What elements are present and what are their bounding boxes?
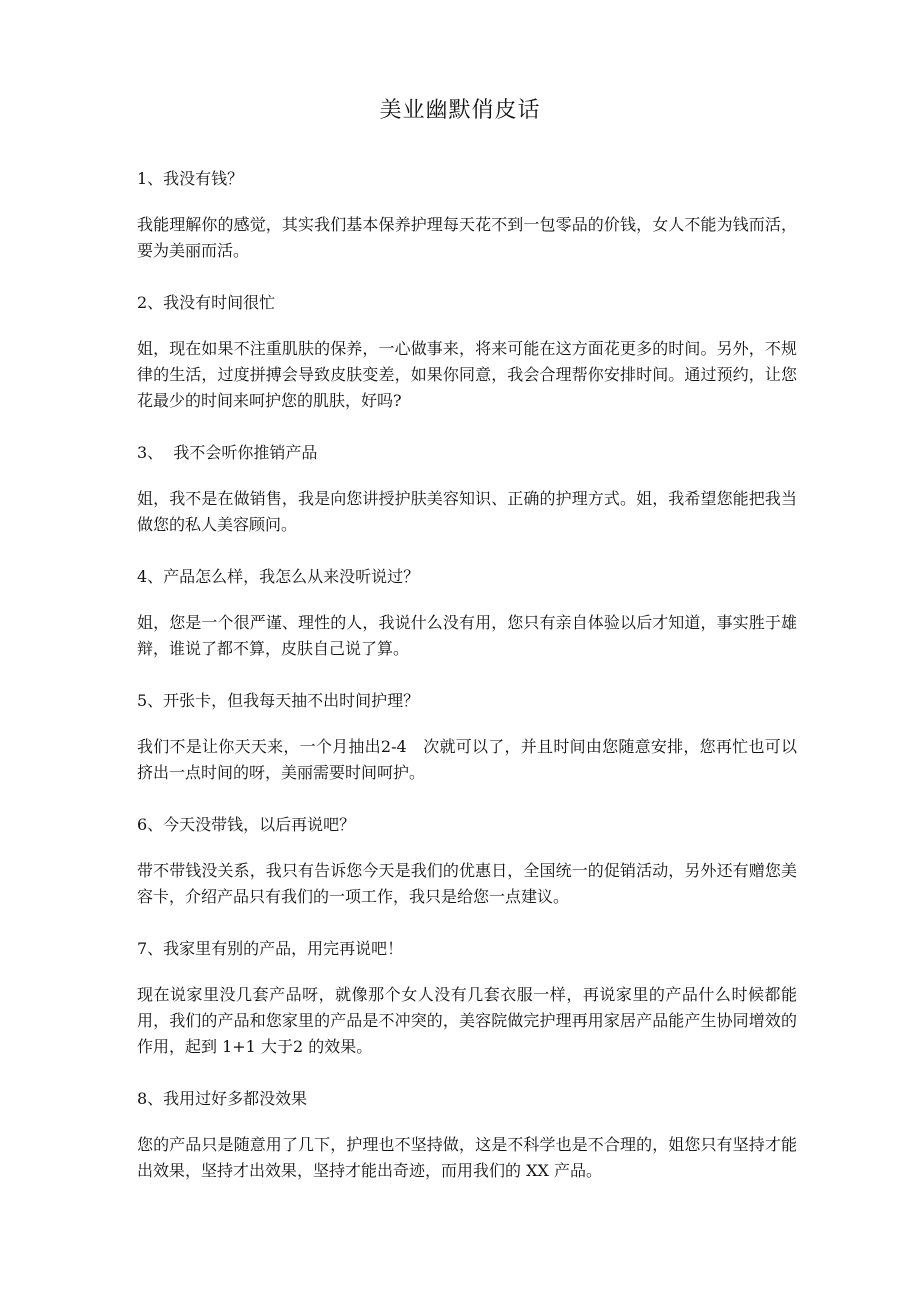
question-text: 5、开张卡，但我每天抽不出时间护理？ xyxy=(137,691,420,710)
answer-text: 我们不是让你天天来，一个月抽出2-4 次就可以了，并且时间由您随意安排，您再忙也可以挤出一点时间的呀，美丽需要时间呵护。 xyxy=(137,737,797,782)
question-text: 6、今天没带钱，以后再说吧？ xyxy=(137,815,356,834)
answer-text: 您的产品只是随意用了几下，护理也不坚持做，这是不科学也是不合理的，姐您只有坚持才能出效果，坚持才出效果，坚持才能出奇迹，而用我们的 XX 产品。 xyxy=(137,1135,797,1180)
qa-item-3 xyxy=(137,440,797,538)
answer-text: 姐，我不是在做销售，我是向您讲授护肤美容知识、正确的护理方式。姐，我希望您能把我当做您的私人美容顾问。 xyxy=(137,489,797,534)
answer-text: 带不带钱没关系，我只有告诉您今天是我们的优惠日，全国统一的促销活动，另外还有赠您美容卡，介绍产品只有我们的一项工作，我只是给您一点建议。 xyxy=(137,861,797,906)
qa-item-6 xyxy=(137,812,797,910)
qa-item-1 xyxy=(137,166,797,264)
answer-text: 姐，现在如果不注重肌肤的保养，一心做事来，将来可能在这方面花更多的时间。另外，不规律的生活，过度拼搏会导致皮肤变差，如果你同意，我会合理帮你安排时间。通过预约，让您花最少的时间来呵护您的肌肤，好吗? xyxy=(137,339,797,410)
qa-item-2 xyxy=(137,290,797,414)
answer-text: 现在说家里没几套产品呀，就像那个女人没有几套衣服一样，再说家里的产品什么时候都能用，我们的产品和您家里的产品是不冲突的，美容院做完护理再用家居产品能产生协同增效的作用，起到 1+1 大于2 的效果。 xyxy=(137,985,797,1056)
question-text: 4、产品怎么样，我怎么从来没听说过？ xyxy=(137,567,420,586)
question-text: 8、我用过好多都没效果 xyxy=(137,1089,308,1108)
question-text: 7、我家里有别的产品，用完再说吧！ xyxy=(137,939,404,958)
question-text: 1、我没有钱？ xyxy=(137,169,244,188)
question-text: 3、 我不会听你推销产品 xyxy=(137,443,318,462)
answer-text: 姐，您是一个很严谨、理性的人，我说什么没有用，您只有亲自体验以后才知道，事实胜于雄辩，谁说了都不算，皮肤自己说了算。 xyxy=(137,613,797,658)
document-title: 美业幽默俏皮话 xyxy=(379,98,541,123)
qa-item-7 xyxy=(137,936,797,1060)
answer-text: 我能理解你的感觉，其实我们基本保养护理每天花不到一包零品的价钱，女人不能为钱而活，要为美丽而活。 xyxy=(137,215,797,260)
qa-item-4 xyxy=(137,564,797,662)
qa-item-5 xyxy=(137,688,797,786)
qa-item-8 xyxy=(137,1086,797,1184)
document-body xyxy=(137,166,797,1210)
question-text: 2、我没有时间很忙 xyxy=(137,293,276,312)
